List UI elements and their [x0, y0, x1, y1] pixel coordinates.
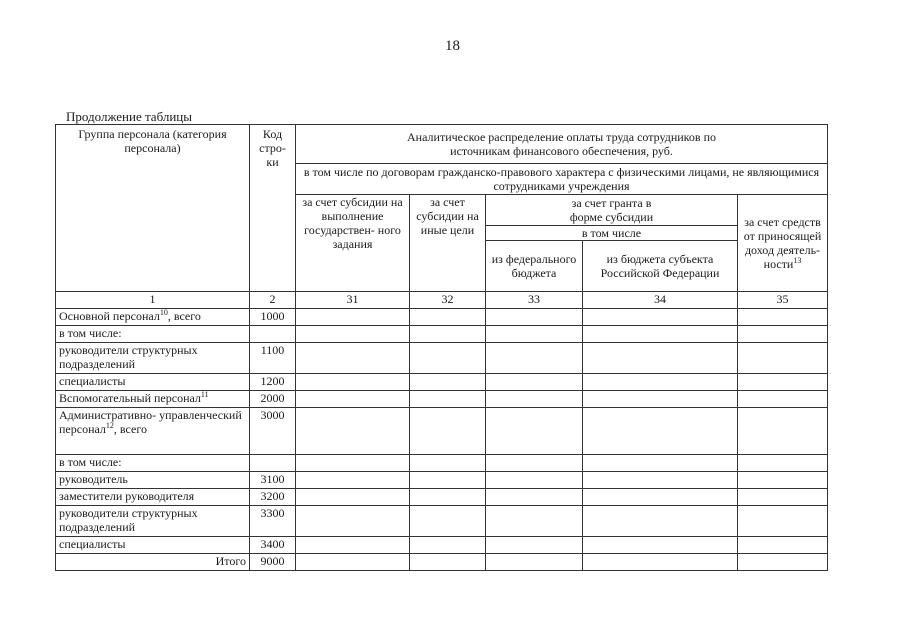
row-label-text: в том числе:	[59, 455, 122, 469]
value-cell[interactable]	[296, 391, 410, 408]
row-code: 3200	[250, 489, 296, 506]
row-label	[56, 489, 250, 506]
value-cell[interactable]	[583, 472, 738, 489]
row-label-text: руководители структурных подразделений	[59, 506, 198, 534]
col-number: 31	[296, 292, 410, 309]
table-row	[56, 554, 828, 571]
value-cell[interactable]	[486, 374, 583, 391]
value-cell[interactable]	[738, 472, 828, 489]
row-code	[250, 455, 296, 472]
value-cell[interactable]	[410, 455, 486, 472]
row-label	[56, 326, 250, 343]
table-row	[56, 309, 828, 326]
row-label-text: Административно- управленческий персонал	[59, 408, 242, 436]
value-cell[interactable]	[583, 537, 738, 554]
row-code	[250, 326, 296, 343]
header-col34: из бюджета субъекта Российской Федерации	[583, 241, 738, 292]
row-label	[56, 408, 250, 455]
table-row	[56, 455, 828, 472]
value-cell[interactable]	[583, 326, 738, 343]
row-code: 9000	[250, 554, 296, 571]
row-label-text: руководитель	[59, 472, 128, 486]
value-cell[interactable]	[583, 554, 738, 571]
table-row	[56, 489, 828, 506]
header-col32: за счет субсидии на иные цели	[410, 195, 486, 292]
value-cell[interactable]	[583, 309, 738, 326]
table-row	[56, 408, 828, 455]
value-cell[interactable]	[486, 326, 583, 343]
header-col33: из федерального бюджета	[486, 241, 583, 292]
row-code: 2000	[250, 391, 296, 408]
col-number: 33	[486, 292, 583, 309]
table-row	[56, 326, 828, 343]
value-cell[interactable]	[410, 506, 486, 537]
col-number: 34	[583, 292, 738, 309]
row-label	[56, 455, 250, 472]
value-cell[interactable]	[583, 391, 738, 408]
value-cell[interactable]	[410, 391, 486, 408]
value-cell[interactable]	[738, 489, 828, 506]
header-col31: за счет субсидии на выполнение государствен- ного задания	[296, 195, 410, 292]
header-group: Группа персонала (категория персонала)	[56, 125, 250, 292]
row-label-text: специалисты	[59, 374, 126, 388]
header-col35-sup: 13	[793, 256, 802, 265]
value-cell[interactable]	[486, 343, 583, 374]
value-cell[interactable]	[410, 472, 486, 489]
value-cell[interactable]	[486, 309, 583, 326]
value-cell[interactable]	[738, 537, 828, 554]
value-cell[interactable]	[296, 374, 410, 391]
value-cell[interactable]	[410, 408, 486, 455]
value-cell[interactable]	[410, 309, 486, 326]
table-row	[56, 472, 828, 489]
row-code: 1100	[250, 343, 296, 374]
staff-payment-table	[55, 124, 828, 571]
value-cell[interactable]	[486, 489, 583, 506]
value-cell[interactable]	[486, 472, 583, 489]
row-label-footnote: 10	[159, 308, 168, 317]
row-label-text: руководители структурных подразделений	[59, 343, 198, 371]
row-code: 3100	[250, 472, 296, 489]
table-row	[56, 391, 828, 408]
value-cell[interactable]	[486, 554, 583, 571]
value-cell[interactable]	[410, 326, 486, 343]
value-cell[interactable]	[738, 374, 828, 391]
row-label-text: заместители руководителя	[59, 489, 195, 503]
column-numbers-row	[56, 292, 828, 309]
value-cell[interactable]	[486, 455, 583, 472]
value-cell[interactable]	[410, 489, 486, 506]
row-code: 1200	[250, 374, 296, 391]
col-number: 32	[410, 292, 486, 309]
col-number: 2	[250, 292, 296, 309]
row-code: 1000	[250, 309, 296, 326]
value-cell[interactable]	[296, 537, 410, 554]
header-col35	[738, 195, 828, 292]
value-cell[interactable]	[410, 537, 486, 554]
table-row	[56, 506, 828, 537]
value-cell[interactable]	[296, 506, 410, 537]
row-code: 3000	[250, 408, 296, 455]
row-label-footnote: 12	[105, 421, 114, 430]
row-label-suffix: , всего	[113, 422, 147, 436]
value-cell[interactable]	[296, 343, 410, 374]
row-label-text: Вспомогательный персонал	[59, 391, 201, 405]
value-cell[interactable]	[583, 489, 738, 506]
value-cell[interactable]	[486, 506, 583, 537]
value-cell[interactable]	[296, 489, 410, 506]
row-label-text: в том числе:	[59, 326, 122, 340]
row-label	[56, 506, 250, 537]
value-cell[interactable]	[410, 554, 486, 571]
value-cell[interactable]	[738, 408, 828, 455]
row-label	[56, 309, 250, 326]
value-cell[interactable]	[738, 326, 828, 343]
value-cell[interactable]	[486, 391, 583, 408]
value-cell[interactable]	[583, 343, 738, 374]
value-cell[interactable]	[486, 537, 583, 554]
table-row	[56, 374, 828, 391]
row-label-footnote: 11	[200, 390, 209, 399]
row-label	[56, 472, 250, 489]
value-cell[interactable]	[583, 408, 738, 455]
value-cell[interactable]	[296, 472, 410, 489]
row-label	[56, 343, 250, 374]
value-cell[interactable]	[583, 506, 738, 537]
page-number: 18	[445, 38, 460, 54]
header-incl: в том числе	[486, 226, 738, 241]
row-label-suffix: , всего	[167, 309, 201, 323]
value-cell[interactable]	[296, 326, 410, 343]
row-label	[56, 554, 250, 571]
col-number: 35	[738, 292, 828, 309]
value-cell[interactable]	[296, 408, 410, 455]
value-cell[interactable]	[583, 374, 738, 391]
row-code: 3400	[250, 537, 296, 554]
row-label	[56, 537, 250, 554]
header-code: Код стро- ки	[250, 125, 296, 292]
row-label	[56, 374, 250, 391]
row-label-text: Итого	[215, 554, 246, 568]
header-col35-text: за счет средств от приносящей доход деятель- ности	[743, 215, 822, 271]
value-cell[interactable]	[738, 554, 828, 571]
value-cell[interactable]	[738, 455, 828, 472]
value-cell[interactable]	[486, 408, 583, 455]
value-cell[interactable]	[296, 554, 410, 571]
header-grant: за счет гранта в форме субсидии	[486, 195, 738, 226]
table-row	[56, 343, 828, 374]
value-cell[interactable]	[738, 391, 828, 408]
row-code: 3300	[250, 506, 296, 537]
col-number: 1	[56, 292, 250, 309]
continuation-caption: Продолжение таблицы	[66, 109, 192, 124]
value-cell[interactable]	[410, 343, 486, 374]
row-label-text: Основной персонал	[59, 309, 160, 323]
header-analytic: Аналитическое распределение оплаты труда сотрудников по источникам финансового обеспечения, руб.	[296, 125, 828, 164]
value-cell[interactable]	[738, 309, 828, 326]
value-cell[interactable]	[296, 309, 410, 326]
value-cell[interactable]	[738, 506, 828, 537]
table-row	[56, 537, 828, 554]
header-gph: в том числе по договорам гражданско-правового характера с физическими лицами, не являющимися сотрудниками учреждения	[296, 164, 828, 195]
value-cell[interactable]	[410, 374, 486, 391]
value-cell[interactable]	[583, 455, 738, 472]
value-cell[interactable]	[738, 343, 828, 374]
row-label-text: специалисты	[59, 537, 126, 551]
row-label	[56, 391, 250, 408]
value-cell[interactable]	[296, 455, 410, 472]
